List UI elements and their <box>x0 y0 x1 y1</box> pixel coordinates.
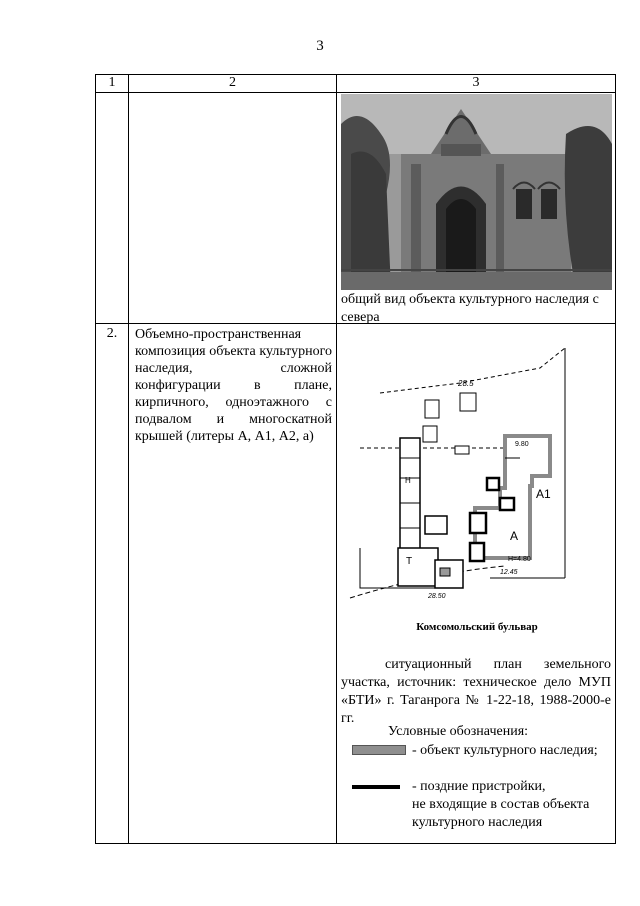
plan-label-a: А <box>510 529 519 543</box>
plan-dim-right: 9.80 <box>515 441 529 448</box>
site-plan <box>340 338 614 646</box>
building-photo <box>341 94 612 290</box>
page-number: 3 <box>316 38 324 54</box>
plan-caption: ситуационный план земельного участка, источник: техническое дело МУП «БТИ» г. Таганрога № 1-22-18, 1988-2000-е гг. <box>341 657 611 726</box>
plan-label-a1: А1 <box>536 487 551 501</box>
plan-letter-t: Т <box>406 556 413 567</box>
column-header-3: 3 <box>472 75 480 90</box>
plan-street-label: Комсомольский бульвар <box>416 621 538 633</box>
legend-additions-line-2: не входящие в состав объекта <box>412 797 590 812</box>
row-number: 2. <box>106 326 118 341</box>
legend-swatch-heritage <box>352 745 406 755</box>
plan-height-a: Н=4.80 <box>508 556 531 563</box>
plan-bottom-dim: 28.50 <box>428 593 446 600</box>
object-description: Объемно-пространственная композиция объекта культурного наследия, сложной конфигурации в плане, кирпичного, одноэтажного с подвалом и многоскатной крышей (литеры А, А1, А2, а) <box>135 327 332 444</box>
plan-letter-n: Н <box>405 476 411 485</box>
legend-additions-line-1: - поздние пристройки, <box>412 779 546 794</box>
plan-top-dim: 28.5 <box>458 379 474 388</box>
column-header-2: 2 <box>229 75 236 90</box>
legend-title: Условные обозначения: <box>388 724 529 739</box>
column-header-1: 1 <box>108 75 116 90</box>
legend-swatch-additions <box>352 785 400 789</box>
legend-additions-line-3: культурного наследия <box>412 815 543 830</box>
legend-item-heritage: - объект культурного наследия; <box>412 743 598 758</box>
plan-dim-small: 12.45 <box>500 569 518 576</box>
photo-caption: общий вид объекта культурного наследия с севера <box>341 292 599 325</box>
legend-item-additions <box>412 778 612 832</box>
